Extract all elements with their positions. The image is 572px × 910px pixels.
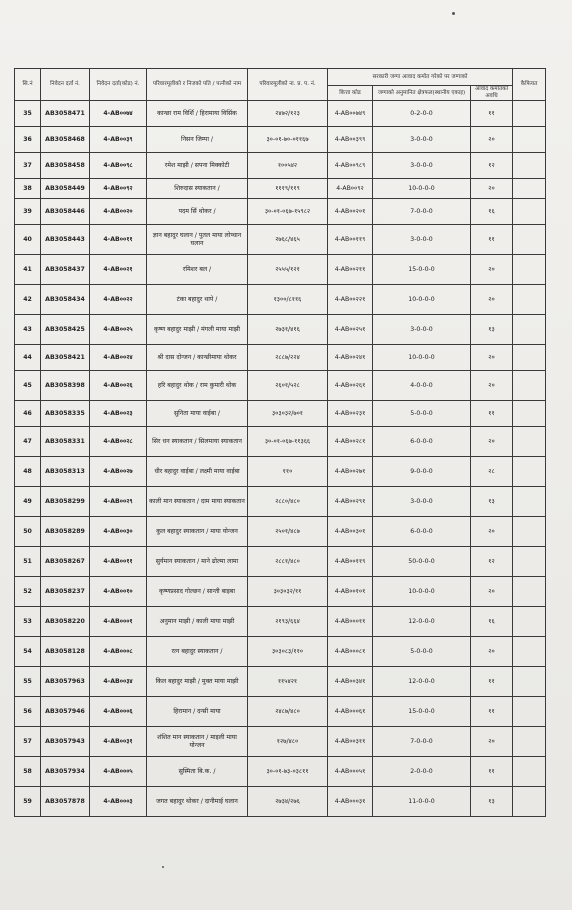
row-applicant-name: अनुमान माझी / काली माया माझी bbox=[147, 607, 248, 637]
paper-speck bbox=[452, 12, 455, 15]
row-area: 3-0-0-0 bbox=[373, 153, 471, 179]
row-application-number: AB3057946 bbox=[41, 697, 90, 727]
row-applicant-name: रमिशर बल / bbox=[147, 255, 248, 285]
row-plot-code: 4-AB०००५१ bbox=[328, 757, 373, 787]
row-remarks bbox=[513, 153, 546, 179]
row-area: 15-0-0-0 bbox=[373, 697, 471, 727]
table-row bbox=[15, 179, 546, 199]
land-register-table bbox=[14, 68, 546, 817]
row-applicant-name: हिरामान / दन्सी माया bbox=[147, 697, 248, 727]
row-registration-code: 4-AB००७४ bbox=[90, 101, 147, 127]
row-years: २० bbox=[471, 427, 513, 457]
row-serial-number: 46 bbox=[15, 401, 41, 427]
row-remarks bbox=[513, 487, 546, 517]
row-citizenship-number: २७६८/४६५ bbox=[248, 225, 328, 255]
row-years: १२ bbox=[471, 153, 513, 179]
row-applicant-name: सुनिता माया वाईबा / bbox=[147, 401, 248, 427]
row-years: १३ bbox=[471, 487, 513, 517]
row-registration-code: 4-AB००१० bbox=[90, 577, 147, 607]
row-registration-code: 4-AB०००५ bbox=[90, 757, 147, 787]
row-area: 15-0-0-0 bbox=[373, 255, 471, 285]
row-years: १३ bbox=[471, 315, 513, 345]
row-application-number: AB3058471 bbox=[41, 101, 90, 127]
row-serial-number: 49 bbox=[15, 487, 41, 517]
row-serial-number: 48 bbox=[15, 457, 41, 487]
row-applicant-name: रमेश माझी / सपना मिक्कोटी bbox=[147, 153, 248, 179]
row-registration-code: 4-AB०००१ bbox=[90, 607, 147, 637]
row-citizenship-number: ११५४२१ bbox=[248, 667, 328, 697]
table-row bbox=[15, 101, 546, 127]
row-registration-code: 4-AB००२३ bbox=[90, 401, 147, 427]
table-row bbox=[15, 727, 546, 757]
table-row bbox=[15, 457, 546, 487]
header-area: जग्गाको अनुमानित क्षेत्रफल(स्थानीय एकाइ) bbox=[373, 86, 471, 101]
row-years: १२ bbox=[471, 547, 513, 577]
row-applicant-name: रत्न बहादुर स्याकतान / bbox=[147, 637, 248, 667]
table-row bbox=[15, 127, 546, 153]
row-application-number: AB3058128 bbox=[41, 637, 90, 667]
row-application-number: AB3058398 bbox=[41, 371, 90, 401]
row-plot-code: 4-AB००११९ bbox=[328, 547, 373, 577]
row-area: 50-0-0-0 bbox=[373, 547, 471, 577]
row-remarks bbox=[513, 101, 546, 127]
table-row bbox=[15, 637, 546, 667]
row-plot-code: 4-AB०००६१ bbox=[328, 697, 373, 727]
row-application-number: AB3057963 bbox=[41, 667, 90, 697]
row-years: १६ bbox=[471, 607, 513, 637]
row-remarks bbox=[513, 371, 546, 401]
header-plot-code: कित्ता कोड bbox=[328, 86, 373, 101]
header-remarks: कैफियत bbox=[513, 69, 546, 101]
row-area: 2-0-0-0 bbox=[373, 757, 471, 787]
row-applicant-name: कृष्णप्रसाद गोल्छन / सान्ती बाइबा bbox=[147, 577, 248, 607]
row-years: २० bbox=[471, 255, 513, 285]
row-registration-code: 4-AB००२४ bbox=[90, 345, 147, 371]
row-citizenship-number: ३०३०३२/११ bbox=[248, 577, 328, 607]
row-citizenship-number: १३००/८११६ bbox=[248, 285, 328, 315]
row-application-number: AB3058458 bbox=[41, 153, 90, 179]
row-plot-code: 4-AB००२४१ bbox=[328, 345, 373, 371]
row-applicant-name: शिरुदास स्याकतान / bbox=[147, 179, 248, 199]
row-area: 10-0-0-0 bbox=[373, 285, 471, 315]
row-plot-code: 4-AB०००८१ bbox=[328, 637, 373, 667]
row-applicant-name: सिर धन स्याकतान / सिलमाया स्याकतान bbox=[147, 427, 248, 457]
row-area: 9-0-0-0 bbox=[373, 457, 471, 487]
table-row bbox=[15, 255, 546, 285]
table-row bbox=[15, 371, 546, 401]
header-applicant-name: परिवारमूलीको र निजको पति / पत्नीको नाम bbox=[147, 69, 248, 101]
row-years: २० bbox=[471, 517, 513, 547]
table-row bbox=[15, 315, 546, 345]
row-citizenship-number: ३०३०८३/११० bbox=[248, 637, 328, 667]
row-remarks bbox=[513, 607, 546, 637]
row-serial-number: 53 bbox=[15, 607, 41, 637]
row-area: 10-0-0-0 bbox=[373, 345, 471, 371]
row-serial-number: 40 bbox=[15, 225, 41, 255]
row-application-number: AB3058289 bbox=[41, 517, 90, 547]
row-years: ११ bbox=[471, 697, 513, 727]
row-applicant-name: हरि बहादुर थोक / राम कुमारी थोक bbox=[147, 371, 248, 401]
row-application-number: AB3058449 bbox=[41, 179, 90, 199]
table-row bbox=[15, 547, 546, 577]
row-years: २० bbox=[471, 345, 513, 371]
row-area: 5-0-0-0 bbox=[373, 401, 471, 427]
row-plot-code: 4-AB००९८९ bbox=[328, 153, 373, 179]
row-remarks bbox=[513, 637, 546, 667]
row-application-number: AB3058331 bbox=[41, 427, 90, 457]
row-serial-number: 52 bbox=[15, 577, 41, 607]
row-serial-number: 47 bbox=[15, 427, 41, 457]
row-years: २० bbox=[471, 577, 513, 607]
row-years: २० bbox=[471, 285, 513, 315]
row-plot-code: 4-AB००३९९ bbox=[328, 127, 373, 153]
row-serial-number: 35 bbox=[15, 101, 41, 127]
row-plot-code: 4-AB०००३१ bbox=[328, 787, 373, 817]
row-applicant-name: शंशित मान स्याकतान / माइली माया योन्जन bbox=[147, 727, 248, 757]
row-applicant-name: श्री दास दोन्जन / कान्छीमाया थोकर bbox=[147, 345, 248, 371]
row-area: 3-0-0-0 bbox=[373, 487, 471, 517]
row-remarks bbox=[513, 787, 546, 817]
row-area: 5-0-0-0 bbox=[373, 637, 471, 667]
row-citizenship-number: १११९/११९ bbox=[248, 179, 328, 199]
table-row bbox=[15, 757, 546, 787]
table-row bbox=[15, 199, 546, 225]
row-remarks bbox=[513, 577, 546, 607]
row-area: 3-0-0-0 bbox=[373, 127, 471, 153]
table-row bbox=[15, 401, 546, 427]
row-remarks bbox=[513, 225, 546, 255]
row-applicant-name: कृष्ण बहादुर माझी / मंगली माया माझी bbox=[147, 315, 248, 345]
row-citizenship-number: ३०-०१-०६७-१५९८२ bbox=[248, 199, 328, 225]
row-remarks bbox=[513, 757, 546, 787]
row-plot-code: 4-AB००११९ bbox=[328, 225, 373, 255]
row-citizenship-number: १२७/४८० bbox=[248, 727, 328, 757]
table-row bbox=[15, 285, 546, 315]
row-remarks bbox=[513, 667, 546, 697]
row-area: 6-0-0-0 bbox=[373, 517, 471, 547]
row-applicant-name: टंका बहादुर थापे / bbox=[147, 285, 248, 315]
row-registration-code: 4-AB००२५ bbox=[90, 315, 147, 345]
row-years: २० bbox=[471, 179, 513, 199]
row-area: 3-0-0-0 bbox=[373, 225, 471, 255]
row-registration-code: 4-AB००९८ bbox=[90, 153, 147, 179]
header-registration-code: निवेदन दर्ता(कोड) नं. bbox=[90, 69, 147, 101]
row-application-number: AB3058237 bbox=[41, 577, 90, 607]
row-area: 12-0-0-0 bbox=[373, 607, 471, 637]
row-remarks bbox=[513, 547, 546, 577]
row-remarks bbox=[513, 517, 546, 547]
row-area: 10-0-0-0 bbox=[373, 577, 471, 607]
row-remarks bbox=[513, 427, 546, 457]
row-citizenship-number: २६०१/५२८ bbox=[248, 371, 328, 401]
paper-speck bbox=[162, 866, 164, 868]
row-serial-number: 55 bbox=[15, 667, 41, 697]
row-application-number: AB3058335 bbox=[41, 401, 90, 427]
row-area: 4-0-0-0 bbox=[373, 371, 471, 401]
row-area: 7-0-0-0 bbox=[373, 199, 471, 225]
row-remarks bbox=[513, 127, 546, 153]
row-citizenship-number: २४८७/४८० bbox=[248, 697, 328, 727]
row-application-number: AB3058443 bbox=[41, 225, 90, 255]
row-years: २० bbox=[471, 127, 513, 153]
header-years: आवाद कमोतको अवधि bbox=[471, 86, 513, 101]
row-citizenship-number: २४७२/१२३ bbox=[248, 101, 328, 127]
row-citizenship-number: २५५५/१२१ bbox=[248, 255, 328, 285]
row-area: 11-0-0-0 bbox=[373, 787, 471, 817]
row-application-number: AB3057934 bbox=[41, 757, 90, 787]
row-application-number: AB3058468 bbox=[41, 127, 90, 153]
row-plot-code: 4-AB००२२१ bbox=[328, 285, 373, 315]
row-years: ११ bbox=[471, 225, 513, 255]
row-serial-number: 59 bbox=[15, 787, 41, 817]
row-years: ११ bbox=[471, 667, 513, 697]
row-citizenship-number: २८८७/२२४ bbox=[248, 345, 328, 371]
row-application-number: AB3058313 bbox=[41, 457, 90, 487]
row-registration-code: 4-AB०००६ bbox=[90, 697, 147, 727]
row-plot-code: 4-AB००२५१ bbox=[328, 315, 373, 345]
row-remarks bbox=[513, 457, 546, 487]
row-remarks bbox=[513, 727, 546, 757]
row-serial-number: 57 bbox=[15, 727, 41, 757]
row-citizenship-number: २७३१/४१६ bbox=[248, 315, 328, 345]
row-serial-number: 42 bbox=[15, 285, 41, 315]
row-citizenship-number: ३०-०१-७३-०३८११ bbox=[248, 757, 328, 787]
row-plot-code: 4-AB००१०१ bbox=[328, 577, 373, 607]
row-citizenship-number: ३०३०३२/७०१ bbox=[248, 401, 328, 427]
table-row bbox=[15, 607, 546, 637]
row-registration-code: 4-AB००३० bbox=[90, 517, 147, 547]
row-plot-code: 4-AB००२९१ bbox=[328, 487, 373, 517]
row-application-number: AB3058299 bbox=[41, 487, 90, 517]
row-area: 7-0-0-0 bbox=[373, 727, 471, 757]
row-plot-code: 4-AB००२६१ bbox=[328, 371, 373, 401]
table-row bbox=[15, 487, 546, 517]
row-plot-code: 4-AB००३४१ bbox=[328, 667, 373, 697]
row-plot-code: 4-AB००७४९ bbox=[328, 101, 373, 127]
row-serial-number: 43 bbox=[15, 315, 41, 345]
header-application-no: निवेदन दर्ता नं. bbox=[41, 69, 90, 101]
row-registration-code: 4-AB००२१ bbox=[90, 255, 147, 285]
row-applicant-name: जगत बहादुर थोकर / दानीमाई घलान bbox=[147, 787, 248, 817]
row-application-number: AB3058421 bbox=[41, 345, 90, 371]
row-plot-code: 4-AB००२३१ bbox=[328, 401, 373, 427]
row-plot-code: 4-AB००३११ bbox=[328, 727, 373, 757]
row-registration-code: 4-AB००२६ bbox=[90, 371, 147, 401]
row-applicant-name: काली मान स्याकतान / दाम माया स्याकतान bbox=[147, 487, 248, 517]
row-area: 0-2-0-0 bbox=[373, 101, 471, 127]
table-row bbox=[15, 517, 546, 547]
header-sn: सि.नं bbox=[15, 69, 41, 101]
row-registration-code: 4-AB००११ bbox=[90, 547, 147, 577]
row-serial-number: 38 bbox=[15, 179, 41, 199]
row-remarks bbox=[513, 697, 546, 727]
row-years: २० bbox=[471, 637, 513, 667]
row-serial-number: 41 bbox=[15, 255, 41, 285]
header-land-group: सरकारी जग्गा आवाद कमोत गरेको पर जग्गाको bbox=[328, 69, 513, 86]
register-rows bbox=[15, 101, 546, 817]
row-citizenship-number: २१९३/६६४ bbox=[248, 607, 328, 637]
row-applicant-name: सुस्मिता बि.क. / bbox=[147, 757, 248, 787]
row-application-number: AB3058425 bbox=[41, 315, 90, 345]
row-registration-code: 4-AB००९२ bbox=[90, 179, 147, 199]
table-row bbox=[15, 667, 546, 697]
row-serial-number: 36 bbox=[15, 127, 41, 153]
row-applicant-name: सुर्यमान स्याकतान / माने ढोल्मा लामा bbox=[147, 547, 248, 577]
row-registration-code: 4-AB०००३ bbox=[90, 787, 147, 817]
row-application-number: AB3057943 bbox=[41, 727, 90, 757]
row-serial-number: 51 bbox=[15, 547, 41, 577]
row-remarks bbox=[513, 345, 546, 371]
header-citizenship-no: परिवारमूलीको ना. प्र. प. नं. bbox=[248, 69, 328, 101]
row-plot-code: 4-AB००९२ bbox=[328, 179, 373, 199]
row-registration-code: 4-AB००२७ bbox=[90, 457, 147, 487]
row-citizenship-number: २८८१/४८० bbox=[248, 547, 328, 577]
row-application-number: AB3057878 bbox=[41, 787, 90, 817]
row-registration-code: 4-AB००३१ bbox=[90, 727, 147, 757]
row-remarks bbox=[513, 199, 546, 225]
row-applicant-name: निसन जिम्पा / bbox=[147, 127, 248, 153]
row-citizenship-number: २५०१/४८७ bbox=[248, 517, 328, 547]
row-area: 10-0-0-0 bbox=[373, 179, 471, 199]
table-row bbox=[15, 697, 546, 727]
row-remarks bbox=[513, 255, 546, 285]
row-registration-code: 4-AB००२९ bbox=[90, 487, 147, 517]
row-applicant-name: कान्छा राम विर्शि / हिरामाया विसिंक bbox=[147, 101, 248, 127]
row-serial-number: 50 bbox=[15, 517, 41, 547]
row-serial-number: 56 bbox=[15, 697, 41, 727]
row-plot-code: 4-AB०००११ bbox=[328, 607, 373, 637]
row-area: 6-0-0-0 bbox=[373, 427, 471, 457]
table-row bbox=[15, 225, 546, 255]
row-registration-code: 4-AB००११ bbox=[90, 225, 147, 255]
row-citizenship-number: २७३४/२७६ bbox=[248, 787, 328, 817]
row-serial-number: 44 bbox=[15, 345, 41, 371]
table-row bbox=[15, 577, 546, 607]
row-application-number: AB3058446 bbox=[41, 199, 90, 225]
table-row bbox=[15, 427, 546, 457]
row-years: ११ bbox=[471, 401, 513, 427]
row-applicant-name: किल बहादुर माझी / मुक्त माया माझी bbox=[147, 667, 248, 697]
row-remarks bbox=[513, 401, 546, 427]
row-years: १६ bbox=[471, 199, 513, 225]
row-serial-number: 54 bbox=[15, 637, 41, 667]
row-years: ११ bbox=[471, 101, 513, 127]
row-years: २८ bbox=[471, 457, 513, 487]
row-applicant-name: कुल बहादुर स्याकतान / माया योन्जन bbox=[147, 517, 248, 547]
row-citizenship-number: १००५४२ bbox=[248, 153, 328, 179]
row-serial-number: 37 bbox=[15, 153, 41, 179]
row-applicant-name: ज्ञान बहादुर घलान / पुतल माया लोप्चान घलान bbox=[147, 225, 248, 255]
row-applicant-name: पदम सिंं थोकर / bbox=[147, 199, 248, 225]
row-remarks bbox=[513, 315, 546, 345]
row-registration-code: 4-AB००२२ bbox=[90, 285, 147, 315]
table-row bbox=[15, 153, 546, 179]
row-plot-code: 4-AB००२८१ bbox=[328, 427, 373, 457]
row-area: 3-0-0-0 bbox=[373, 315, 471, 345]
row-registration-code: 4-AB००३४ bbox=[90, 667, 147, 697]
table-row bbox=[15, 345, 546, 371]
row-applicant-name: धीर बहादुर वाईबा / लक्ष्मी माया वाईबा bbox=[147, 457, 248, 487]
row-plot-code: 4-AB००२७१ bbox=[328, 457, 373, 487]
row-application-number: AB3058267 bbox=[41, 547, 90, 577]
row-years: २० bbox=[471, 371, 513, 401]
row-application-number: AB3058437 bbox=[41, 255, 90, 285]
row-registration-code: 4-AB००२८ bbox=[90, 427, 147, 457]
row-registration-code: 4-AB०००८ bbox=[90, 637, 147, 667]
row-plot-code: 4-AB००३०१ bbox=[328, 517, 373, 547]
row-serial-number: 39 bbox=[15, 199, 41, 225]
row-citizenship-number: २८८०/४८० bbox=[248, 487, 328, 517]
row-remarks bbox=[513, 285, 546, 315]
row-citizenship-number: ११० bbox=[248, 457, 328, 487]
row-serial-number: 45 bbox=[15, 371, 41, 401]
row-application-number: AB3058220 bbox=[41, 607, 90, 637]
row-registration-code: 4-AB००३९ bbox=[90, 127, 147, 153]
row-citizenship-number: ३०-०१-७०-०११६७ bbox=[248, 127, 328, 153]
row-years: ११ bbox=[471, 757, 513, 787]
row-remarks bbox=[513, 179, 546, 199]
row-serial-number: 58 bbox=[15, 757, 41, 787]
row-application-number: AB3058434 bbox=[41, 285, 90, 315]
row-plot-code: 4-AB००२०१ bbox=[328, 199, 373, 225]
row-registration-code: 4-AB००२० bbox=[90, 199, 147, 225]
row-area: 12-0-0-0 bbox=[373, 667, 471, 697]
row-years: १३ bbox=[471, 787, 513, 817]
row-years: २० bbox=[471, 727, 513, 757]
row-plot-code: 4-AB००२११ bbox=[328, 255, 373, 285]
table-row bbox=[15, 787, 546, 817]
row-citizenship-number: ३०-०१-०६७-११३६६ bbox=[248, 427, 328, 457]
